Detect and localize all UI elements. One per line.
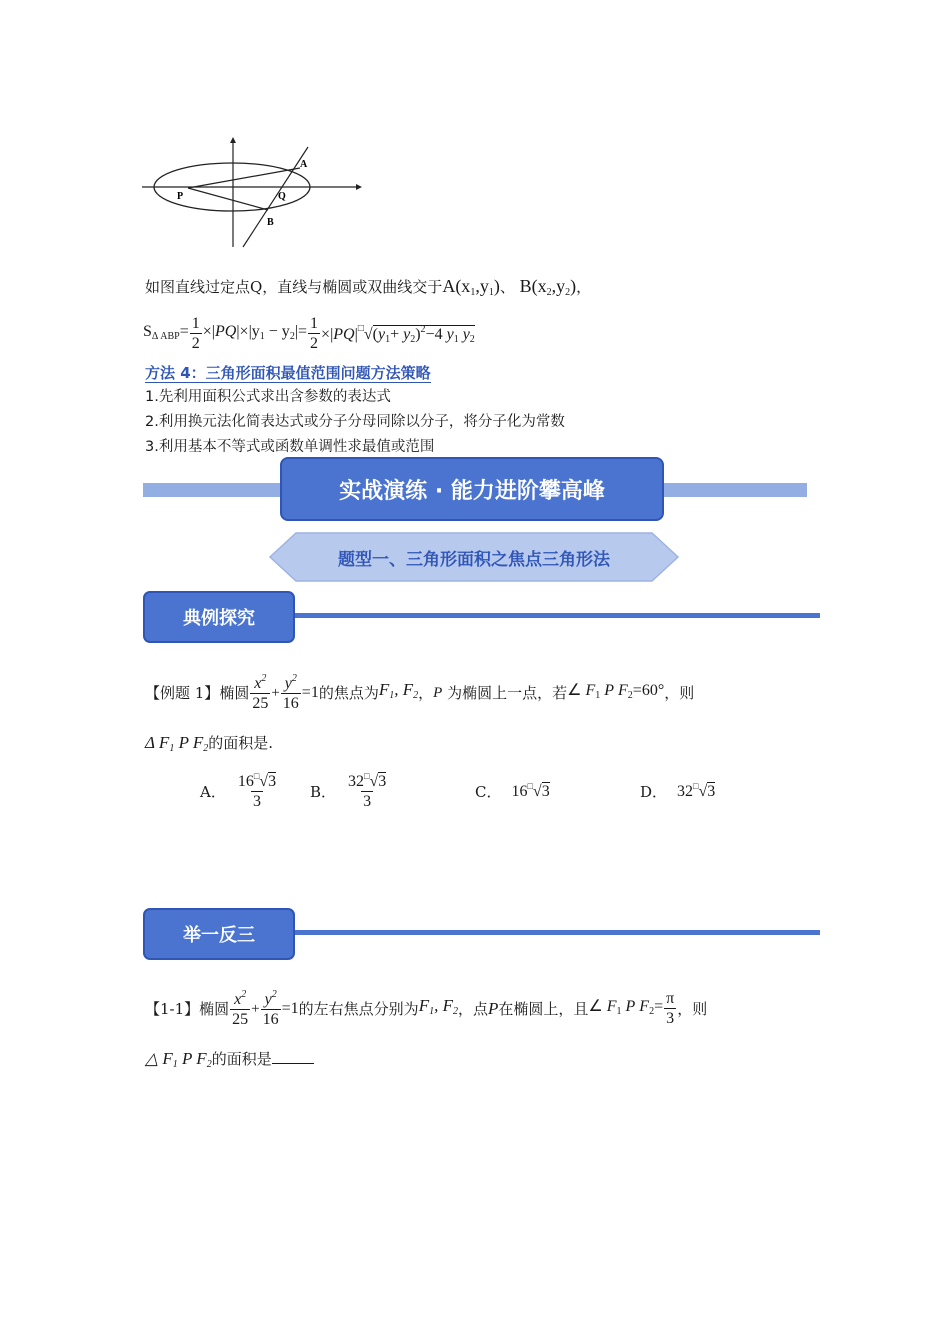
intro-sep: 、 (499, 278, 515, 296)
option-b[interactable]: B． $\frac{32^□√3}{3}$ (310, 771, 387, 810)
point-label-b: B (267, 217, 274, 228)
option-d-letter: D． (640, 782, 668, 801)
option-b-letter: B． (310, 782, 337, 801)
practice1-angle-den: 3 (666, 1010, 675, 1027)
half-num: 1 (191, 315, 200, 332)
example1-ellipse-word: 椭圆 (219, 684, 250, 702)
practice1-num2: y (264, 991, 272, 1008)
practice-section-header (143, 908, 295, 960)
option-b-num: 32 (348, 773, 365, 790)
practice1-ellipse-word: 椭圆 (199, 1000, 230, 1018)
example1-line2: Δ $F_1$ P $F_2$的面积是. (145, 733, 274, 754)
practice1-den1: 25 (232, 1011, 249, 1028)
intro-text: 如图直线过定点Q，直线与椭圆或双曲线交于 (145, 278, 443, 296)
example1-p-text: 为椭圆上一点，若 (447, 684, 568, 702)
practice-section-line (290, 930, 820, 935)
practice-section-title: 举一反三 (183, 925, 255, 946)
option-d[interactable]: D． 32□√3 (640, 781, 716, 801)
option-a-letter: A． (200, 782, 226, 801)
example1-area-text: 的面积是. (208, 734, 274, 752)
practice1-p-text: ，点 (457, 1000, 488, 1018)
practice1-label: 【1-1】 (145, 1000, 200, 1018)
main-banner (280, 457, 664, 521)
example-section-header (143, 591, 295, 643)
example1-num2: y (284, 675, 292, 692)
option-a[interactable]: A． $\frac{16^□√3}{3}$ (200, 771, 277, 810)
area-symbol: S (143, 322, 152, 340)
area-subscript: Δ ABP (151, 330, 180, 342)
point-a-text: A (442, 276, 456, 296)
example1-num1: x (254, 675, 262, 692)
pq-text: PQ (215, 322, 237, 340)
intro-tail: ， (576, 278, 592, 296)
practice1-eq: =1 (281, 1000, 299, 1017)
practice1-line2: △ $F_1$ P $F_2$的面积是 (145, 1049, 314, 1075)
practice1-angle-num: π (666, 990, 675, 1007)
option-c-rad: 3 (541, 783, 550, 800)
strategy-step-2: 2.利用换元法化简表达式或分子分母同除以分子，将分子化为常数 (145, 414, 565, 430)
point-label-p: P (177, 191, 184, 202)
strategy-title: 方法 4：三角形面积最值范围问题方法策略 (145, 364, 431, 382)
ellipse-figure (140, 135, 365, 255)
point-label-q: Q (278, 191, 286, 202)
example-section-line (290, 613, 820, 618)
option-b-rad: 3 (378, 773, 387, 790)
option-a-num: 16 (237, 773, 254, 790)
option-c-letter: C． (475, 782, 502, 801)
practice1-line1: 【1-1】 椭圆 $\frac{x^2}{25}$ + $\frac{y^2}{16}$ =1 的左右焦点分别为 $F_1$, $F_2$ ，点 P 在椭圆上，且 ∠ $F_1$ P $F_2=$ $\frac{\pi}{3}$ ，则 (145, 989, 708, 1028)
example1-eq: =1 (301, 684, 319, 701)
example1-den1: 25 (252, 695, 269, 712)
main-banner-title: 实战演练 · 能力进阶攀高峰 (339, 478, 605, 504)
type-banner-title: 题型一、三角形面积之焦点三角形法 (338, 549, 610, 570)
point-label-a: A (300, 159, 308, 170)
practice1-den2: 16 (262, 1011, 279, 1028)
area-formula: $S_{\Delta ABP}=$ $\frac{1}{2}$ $\times|PQ|\times|y_1 - y_2|=$ $\frac{1}{2}$ $\times|PQ|^□√(y_1+ y_2)^2-4$ $y_1$ $y_2$ (143, 315, 475, 352)
answer-blank[interactable] (272, 1050, 314, 1064)
strategy-step-3: 3.利用基本不等式或函数单调性求最值或范围 (145, 439, 435, 455)
example1-label: 【例题 1】 (145, 684, 220, 702)
practice1-then: ，则 (677, 1000, 708, 1018)
practice1-area-text: 的面积是 (211, 1050, 272, 1068)
practice1-p-on: 在椭圆上，且 (498, 1000, 589, 1018)
strategy-block (145, 362, 565, 457)
intro-line: 如图直线过定点Q，直线与椭圆或双曲线交于$A(x_1,y_1)$、 $B(x_2,y_2)$， (145, 276, 592, 298)
four-coef: 4 (434, 325, 443, 343)
option-a-den: 3 (252, 793, 261, 810)
example-section-title: 典例探究 (183, 608, 255, 629)
practice1-focus-text: 的左右焦点分别为 (298, 1000, 419, 1018)
point-b-text: B (519, 276, 532, 296)
option-c[interactable]: C． 16□√3 (475, 781, 550, 801)
option-d-rad: 3 (707, 783, 716, 800)
example1-den2: 16 (282, 695, 299, 712)
example1-angle-value: =60° (632, 681, 665, 699)
example1-focus-text: 的焦点为 (318, 684, 379, 702)
practice1-num1: x (234, 991, 242, 1008)
option-c-num: 16 (511, 783, 528, 800)
option-d-num: 32 (677, 783, 694, 800)
example1-line1: 【例题 1】 椭圆 $\frac{x^2}{25}$ + $\frac{y^2}{16}$ =1 的焦点为 $F_1$, $F_2$ ， P 为椭圆上一点，若 ∠ $F_1$ P $F_2=60^\circ$ ，则 (145, 673, 695, 712)
strategy-step-1: 1.先利用面积公式求出含参数的表达式 (145, 389, 391, 405)
option-a-rad: 3 (268, 773, 277, 790)
type-banner (268, 532, 680, 582)
example1-then: ，则 (664, 684, 695, 702)
half-den: 2 (191, 335, 200, 352)
option-b-den: 3 (363, 793, 372, 810)
